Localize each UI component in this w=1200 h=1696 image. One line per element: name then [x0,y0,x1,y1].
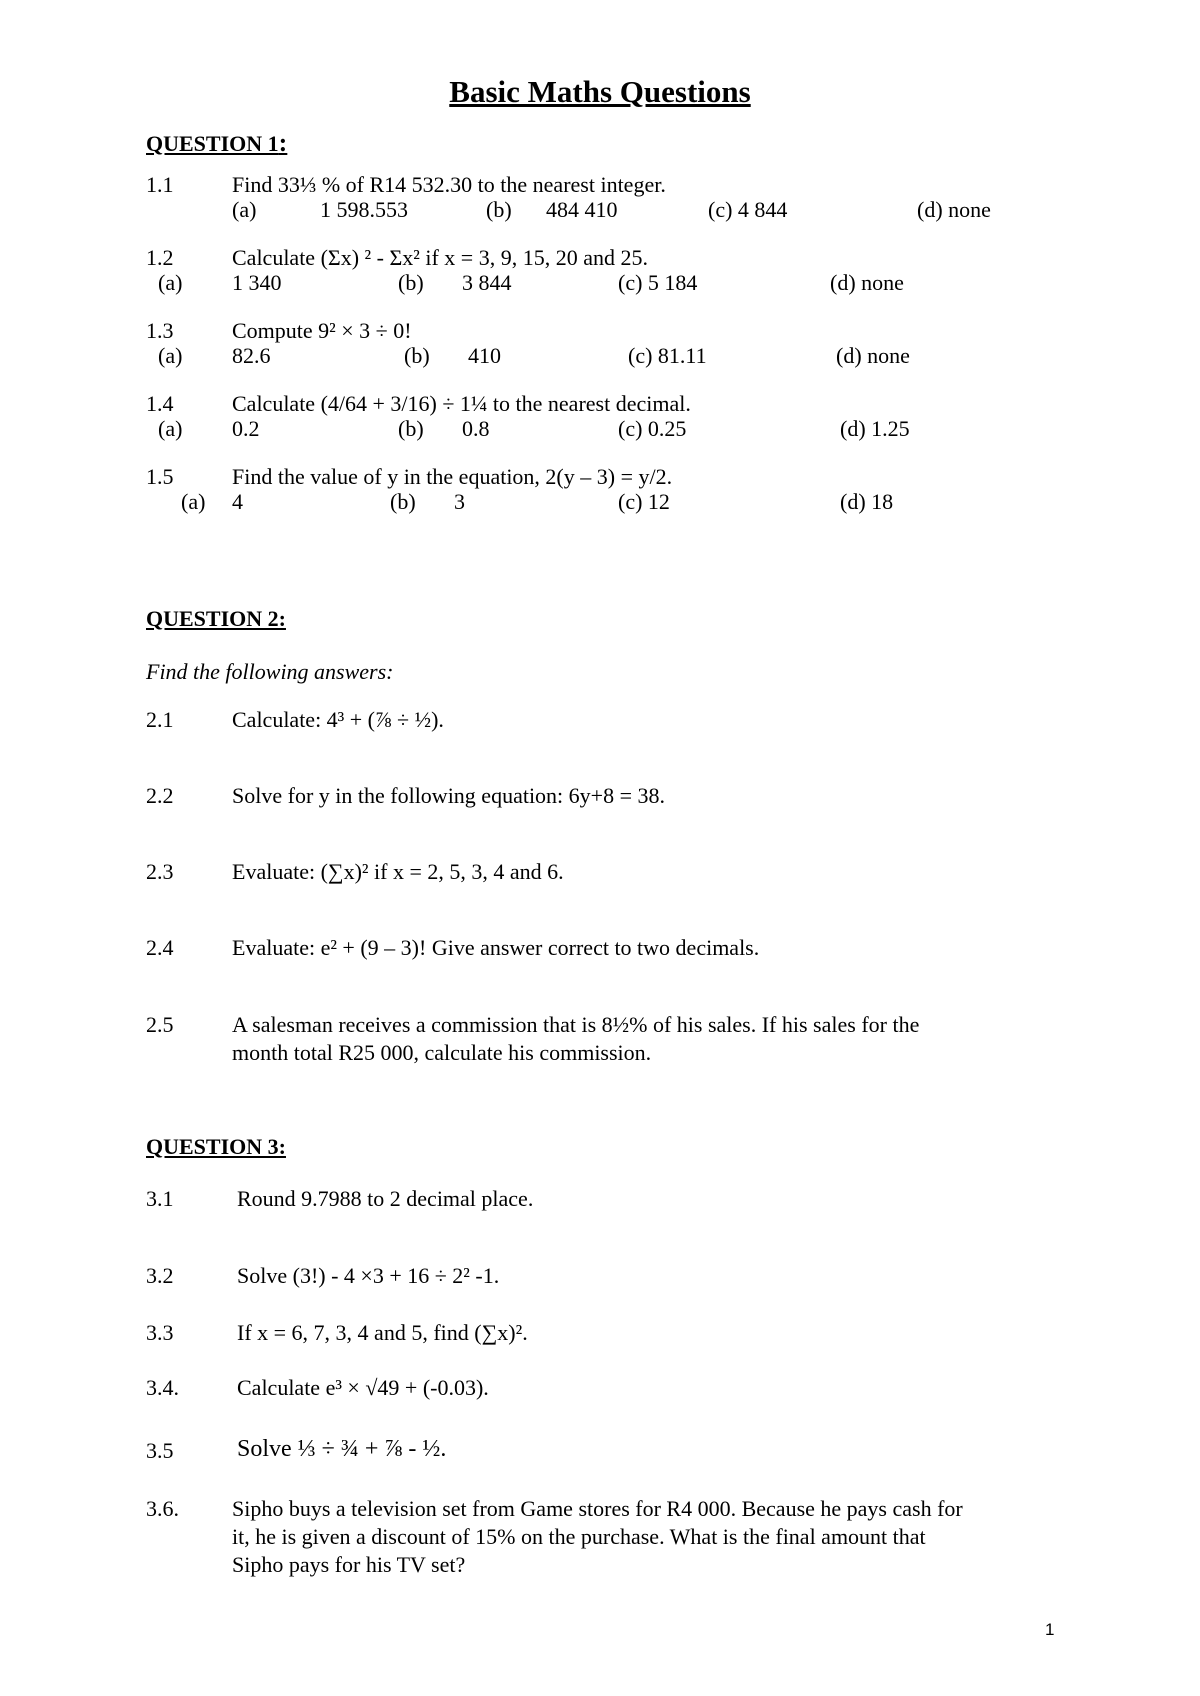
item-text: Evaluate: e² + (9 – 3)! Give answer correct to two decimals. [232,935,760,960]
option-label: (a) [158,416,183,441]
item-text-continued: month total R25 000, calculate his commission. [232,1040,652,1065]
item-text: Find 33⅓ % of R14 532.30 to the nearest integer. [232,172,666,197]
item-number: 3.6. [146,1496,179,1521]
option-label: (b) [404,343,430,368]
question-3-heading: QUESTION 3: [146,1134,286,1159]
option-label: (b) [390,489,416,514]
item-number: 1.1 [146,172,174,197]
option-value: (c) 0.25 [618,416,687,441]
page-number: 1 [1045,1620,1055,1639]
item-text: Solve ⅓ ÷ ¾ + ⅞ - ½. [237,1436,447,1462]
item-number: 2.2 [146,783,174,808]
item-number: 2.5 [146,1012,174,1037]
option-label: (a) [181,489,206,514]
item-number: 3.4. [146,1375,179,1400]
option-value: (d) none [917,197,991,222]
option-value: (d) 1.25 [840,416,910,441]
option-value: (d) none [836,343,910,368]
option-value: 3 [454,489,465,514]
item-text: Evaluate: (∑x)² if x = 2, 5, 3, 4 and 6. [232,859,564,884]
item-text: Calculate: 4³ + (⅞ ÷ ½). [232,707,444,732]
item-number: 3.2 [146,1263,174,1288]
item-text-continued: Sipho pays for his TV set? [232,1552,466,1577]
item-number: 2.1 [146,707,174,732]
item-text: Solve for y in the following equation: 6y+8 = 38. [232,783,665,808]
question-1-heading [146,128,287,158]
option-value: 1 598.553 [320,197,408,222]
option-value: 0.2 [232,416,260,441]
option-label: (a) [158,270,183,295]
item-text: Calculate (4/64 + 3/16) ÷ 1¼ to the nearest decimal. [232,391,691,416]
question-1-heading-text: QUESTION 1 [146,131,279,156]
option-value: 1 340 [232,270,282,295]
option-value: (d) none [830,270,904,295]
item-number: 3.3 [146,1320,174,1345]
item-number: 3.1 [146,1186,174,1211]
item-text: Calculate (Σx) ² - Σx² if x = 3, 9, 15, 20 and 25. [232,245,648,270]
option-label: (a) [158,343,183,368]
option-value: (c) 81.11 [628,343,707,368]
option-value: (c) 5 184 [618,270,698,295]
item-text: Sipho buys a television set from Game stores for R4 000. Because he pays cash for [232,1496,963,1521]
item-text: Find the value of y in the equation, 2(y – 3) = y/2. [232,464,673,489]
question-2-intro: Find the following answers: [146,659,394,684]
option-value: 82.6 [232,343,271,368]
page-title: Basic Maths Questions [449,74,751,109]
item-text: A salesman receives a commission that is 8½% of his sales. If his sales for the [232,1012,920,1037]
option-value: 0.8 [462,416,490,441]
item-text: Solve (3!) - 4 ×3 + 16 ÷ 2² -1. [237,1263,500,1288]
item-number: 2.3 [146,859,174,884]
item-number: 2.4 [146,935,174,960]
item-number: 1.2 [146,245,174,270]
option-value: 410 [468,343,501,368]
option-value: (d) 18 [840,489,894,514]
option-value: (c) 4 844 [708,197,788,222]
question-2-heading: QUESTION 2: [146,606,286,631]
option-value: 3 844 [462,270,512,295]
item-text: If x = 6, 7, 3, 4 and 5, find (∑x)². [237,1320,528,1345]
item-number: 1.5 [146,464,174,489]
option-label: (b) [486,197,512,222]
item-text-continued: it, he is given a discount of 15% on the purchase. What is the final amount that [232,1524,926,1549]
option-value: (c) 12 [618,489,670,514]
option-value: 4 [232,489,243,514]
option-label: (b) [398,270,424,295]
item-text: Compute 9² × 3 ÷ 0! [232,318,412,343]
item-number: 1.3 [146,318,174,343]
item-number: 1.4 [146,391,174,416]
item-number: 3.5 [146,1438,174,1463]
item-text: Calculate e³ × √49 + (-0.03). [237,1375,489,1400]
question-1-heading-colon: : [278,128,288,157]
option-value: 484 410 [546,197,618,222]
option-label: (b) [398,416,424,441]
item-text: Round 9.7988 to 2 decimal place. [237,1186,534,1211]
option-label: (a) [232,197,257,222]
